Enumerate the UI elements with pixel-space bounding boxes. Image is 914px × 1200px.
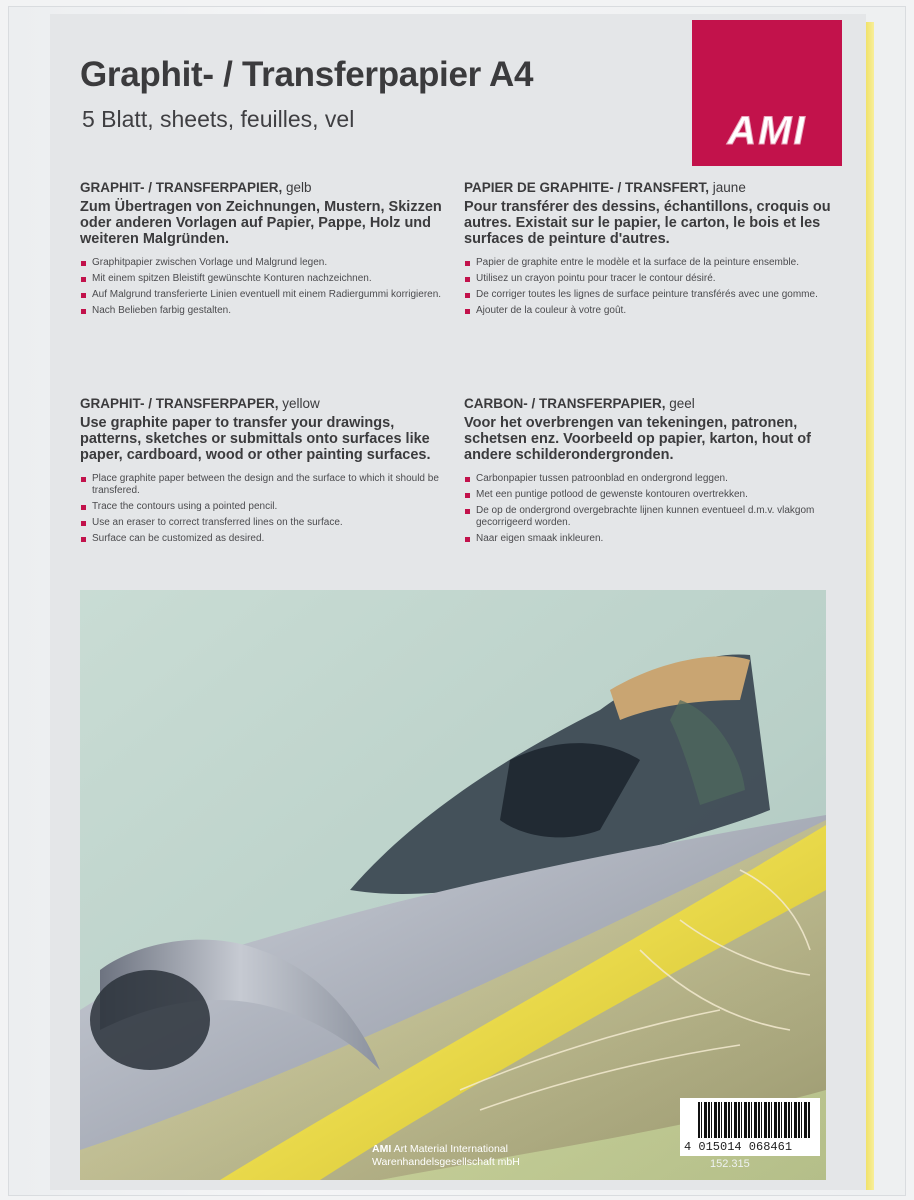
section-description: Voor het overbrengen van tekeningen, patronen, schetsen enz. Voorbeeld op papier, karton, hout of andere schilderondergronden. — [464, 415, 811, 463]
photo-illustration — [80, 590, 826, 1180]
section-german — [80, 180, 452, 321]
list-item: Use an eraser to correct transferred lines on the surface. — [80, 517, 452, 529]
section-description: Zum Übertragen von Zeichnungen, Mustern, Skizzen oder anderen Vorlagen auf Papier, Pappe, Holz und weiteren Malgründen. — [80, 199, 442, 247]
logo-text: AMI — [727, 109, 807, 153]
list-item: Naar eigen smaak inkleuren. — [464, 533, 836, 545]
list-item: Nach Belieben farbig gestalten. — [80, 305, 452, 317]
list-item: Utilisez un crayon pointu pour tracer le contour désiré. — [464, 273, 836, 285]
section-french — [464, 180, 836, 321]
product-photo — [80, 590, 826, 1180]
list-item: Papier de graphite entre le modèle et la surface de la peinture ensemble. — [464, 257, 836, 269]
barcode-bars — [698, 1102, 810, 1138]
list-item: Auf Malgrund transferierte Linien eventuell mit einem Radiergummi korrigieren. — [80, 289, 452, 301]
instruction-list — [464, 473, 836, 545]
section-description: Pour transférer des dessins, échantillons, croquis ou autres. Existait sur le papier, le carton, le bois et les surfaces de peinture d'autres. — [464, 199, 831, 247]
ami-logo — [692, 20, 842, 166]
product-subtitle: 5 Blatt, sheets, feuilles, vel — [82, 106, 355, 132]
list-item: Trace the contours using a pointed pencil. — [80, 501, 452, 513]
list-item: De op de ondergrond overgebrachte lijnen kunnen eventueel d.m.v. vlakgom gecorrigeerd worden. — [464, 505, 836, 529]
barcode-number: 4 015014 068461 — [684, 1140, 793, 1154]
list-item: Surface can be customized as desired. — [80, 533, 452, 545]
list-item: Met een puntige potlood de gewenste kontouren overtrekken. — [464, 489, 836, 501]
product-title: Graphit- / Transferpapier A4 — [80, 55, 534, 94]
list-item: Carbonpapier tussen patroonblad en ondergrond leggen. — [464, 473, 836, 485]
section-heading: GRAPHIT- / TRANSFERPAPER, yellow — [80, 396, 320, 411]
list-item: Ajouter de la couleur à votre goût. — [464, 305, 836, 317]
instruction-list — [464, 257, 836, 317]
section-heading: PAPIER DE GRAPHITE- / TRANSFERT, jaune — [464, 180, 746, 195]
list-item: De corriger toutes les lignes de surface peinture transférés avec une gomme. — [464, 289, 836, 301]
section-heading: GRAPHIT- / TRANSFERPAPIER, gelb — [80, 180, 312, 195]
instruction-list — [80, 257, 452, 317]
section-description: Use graphite paper to transfer your drawings, patterns, sketches or submittals onto surfaces like paper, cardboard, wood or other painting surfaces. — [80, 415, 431, 463]
barcode — [680, 1098, 820, 1156]
company-info: AMI Art Material International Warenhandelsgesellschaft mbH — [372, 1143, 520, 1168]
section-english — [80, 396, 452, 549]
instruction-list — [80, 473, 452, 545]
section-heading: CARBON- / TRANSFERPAPIER, geel — [464, 396, 695, 411]
yellow-paper-edge — [866, 22, 874, 1190]
list-item: Place graphite paper between the design and the surface to which it should be transfered. — [80, 473, 452, 497]
section-dutch — [464, 396, 836, 549]
list-item: Graphitpapier zwischen Vorlage und Malgrund legen. — [80, 257, 452, 269]
article-number: 152.315 — [710, 1158, 750, 1170]
list-item: Mit einem spitzen Bleistift gewünschte Konturen nachzeichnen. — [80, 273, 452, 285]
